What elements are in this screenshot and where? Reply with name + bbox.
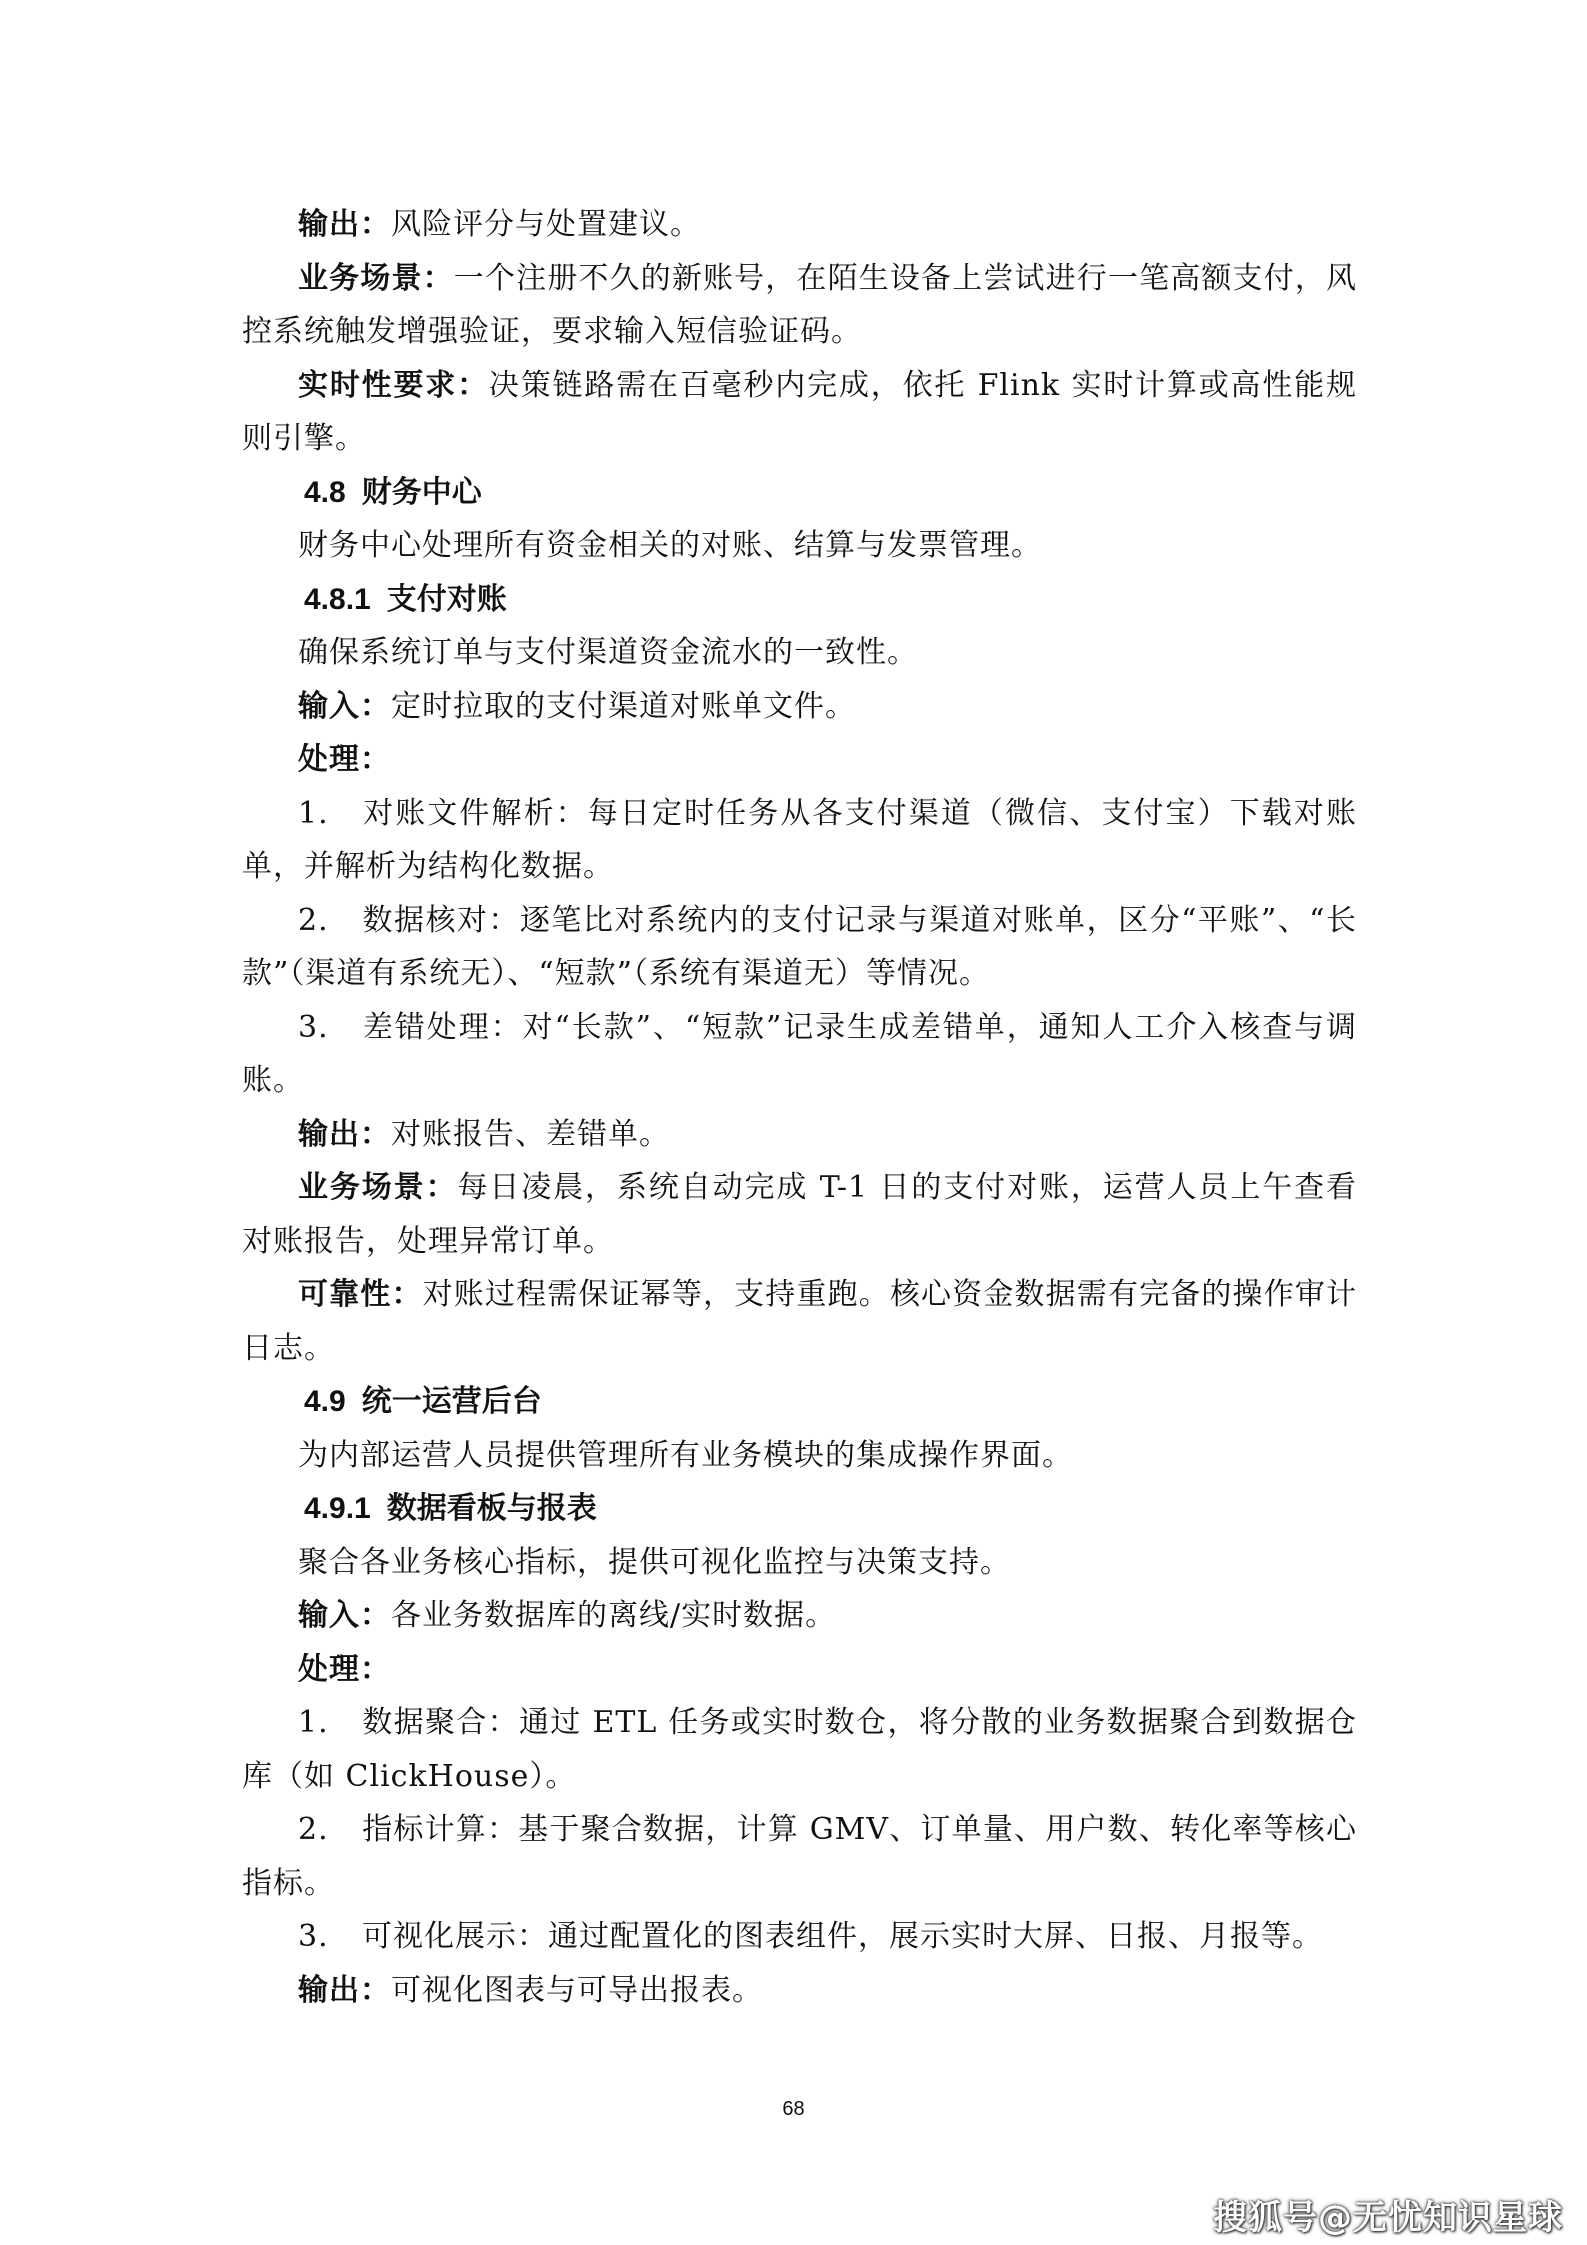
heading-title: 财务中心 [361, 475, 482, 509]
label-realtime-requirement: 实时性要求： [298, 367, 489, 403]
paragraph-reconciliation-intro: 确保系统订单与支付渠道资金流水的一致性。 [298, 635, 918, 670]
paragraph-realtime-requirement [242, 359, 1357, 466]
text-input: 定时拉取的支付渠道对账单文件。 [391, 688, 856, 724]
paragraph-input [242, 680, 1357, 734]
heading-4-8 [242, 466, 1357, 520]
paragraph-reliability [242, 1268, 1357, 1375]
heading-number: 4.9.1 [304, 1492, 371, 1525]
label-input: 输入： [298, 688, 391, 724]
paragraph-output [242, 198, 1357, 252]
paragraph-output [242, 1108, 1357, 1162]
label-business-scenario: 业务场景： [298, 1170, 458, 1205]
list-item-number: 3. [298, 1919, 329, 1954]
text-input: 各业务数据库的离线/实时数据。 [391, 1598, 837, 1633]
list-item [242, 787, 1357, 894]
label-business-scenario: 业务场景： [298, 260, 454, 296]
list-item-text: 对账文件解析：每日定时任务从各支付渠道（微信、支付宝）下载对账单，并解析为结构化数据。 [242, 795, 1357, 884]
text-business-scenario: 每日凌晨，系统自动完成 T-1 日的支付对账，运营人员上午查看对账报告，处理异常订单。 [242, 1170, 1357, 1259]
text-realtime-requirement: 决策链路需在百毫秒内完成，依托 Flink 实时计算或高性能规则引擎。 [242, 367, 1357, 456]
list-item [242, 1910, 1357, 1964]
heading-title: 数据看板与报表 [386, 1492, 597, 1525]
heading-title: 支付对账 [386, 582, 507, 616]
text-output: 风险评分与处置建议。 [391, 207, 701, 242]
list-item-number: 3. [298, 1009, 329, 1045]
heading-4-8-1 [242, 573, 1357, 627]
paragraph-processing [242, 1643, 1357, 1697]
label-processing: 处理： [298, 1651, 391, 1687]
label-reliability: 可靠性： [298, 1277, 423, 1312]
text-output: 对账报告、差错单。 [391, 1116, 670, 1152]
heading-4-9 [242, 1375, 1357, 1429]
heading-4-9-1 [242, 1482, 1357, 1536]
paragraph-processing [242, 733, 1357, 787]
paragraph-input [242, 1589, 1357, 1643]
list-item-number: 2. [298, 1812, 329, 1847]
paragraph-business-scenario [242, 252, 1357, 359]
heading-title: 统一运营后台 [361, 1385, 542, 1418]
heading-number: 4.8.1 [304, 582, 371, 616]
list-item-number: 1. [298, 795, 329, 831]
list-item [242, 1803, 1357, 1910]
list-item [242, 894, 1357, 1001]
list-item [242, 1001, 1357, 1108]
list-item [242, 1696, 1357, 1803]
text-reliability: 对账过程需保证幂等，支持重跑。核心资金数据需有完备的操作审计日志。 [242, 1277, 1358, 1366]
paragraph-ops-intro: 为内部运营人员提供管理所有业务模块的集成操作界面。 [298, 1437, 1073, 1473]
list-item-text: 数据核对：逐笔比对系统内的支付记录与渠道对账单，区分“平账”、“长款”（渠道有系统无）、“短款”（系统有渠道无）等情况。 [242, 902, 1357, 991]
paragraph-business-scenario [242, 1161, 1357, 1268]
paragraph-finance-intro: 财务中心处理所有资金相关的对账、结算与发票管理。 [298, 528, 1042, 563]
list-item-text: 数据聚合：通过 ETL 任务或实时数仓，将分散的业务数据聚合到数据仓库（如 ClickHouse）。 [242, 1705, 1357, 1794]
label-output: 输出： [298, 207, 391, 242]
list-item-text: 可视化展示：通过配置化的图表组件，展示实时大屏、日报、月报等。 [362, 1919, 1323, 1954]
list-item-text: 差错处理：对“长款”、“短款”记录生成差错单，通知人工介入核查与调账。 [242, 1009, 1357, 1098]
list-item-number: 2. [298, 902, 329, 938]
label-output: 输出： [298, 1116, 391, 1152]
list-item-text: 指标计算：基于聚合数据，计算 GMV、订单量、用户数、转化率等核心指标。 [242, 1812, 1357, 1901]
paragraph-output [242, 1964, 1357, 2018]
list-item-number: 1. [298, 1705, 329, 1740]
label-output: 输出： [298, 1972, 391, 2008]
watermark: 搜狐号@无忧知识星球 [1213, 2198, 1563, 2238]
text-business-scenario: 一个注册不久的新账号，在陌生设备上尝试进行一笔高额支付，风控系统触发增强验证，要求输入短信验证码。 [242, 260, 1358, 349]
label-input: 输入： [298, 1598, 391, 1633]
paragraph-dashboard-intro: 聚合各业务核心指标，提供可视化监控与决策支持。 [298, 1544, 1011, 1580]
heading-number: 4.8 [304, 475, 346, 509]
heading-number: 4.9 [304, 1385, 346, 1418]
label-processing: 处理： [298, 742, 391, 777]
text-output: 可视化图表与可导出报表。 [391, 1972, 763, 2008]
page-number: 68 [782, 2098, 805, 2120]
document-body [242, 198, 1357, 2017]
